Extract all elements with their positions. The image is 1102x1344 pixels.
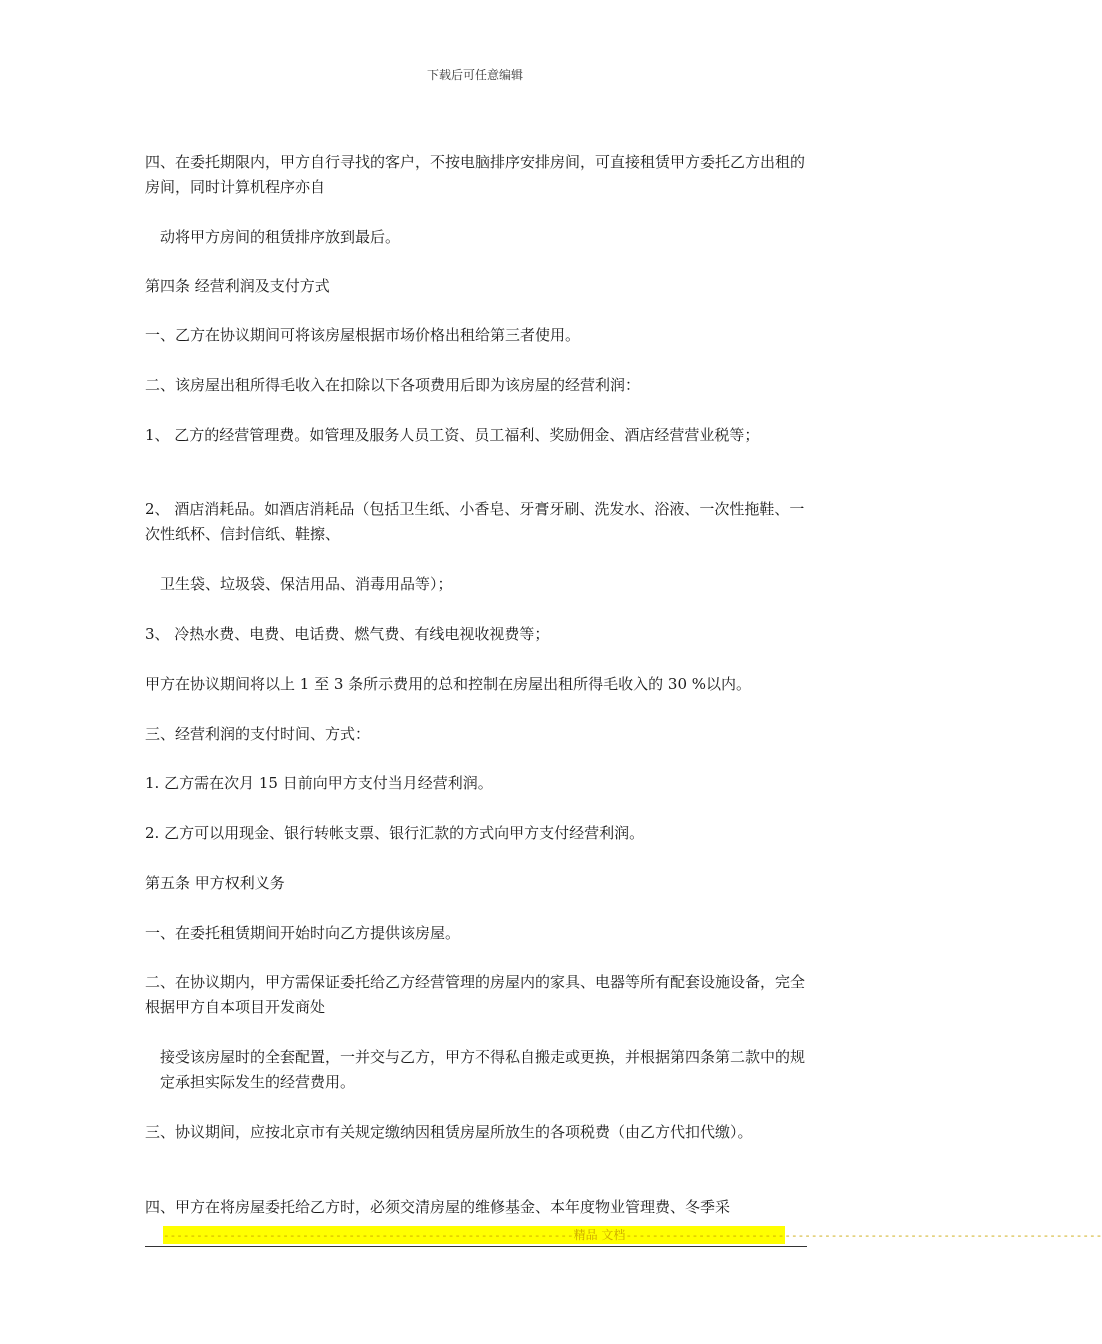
paragraph-duty-2-continuation: 接受该房屋时的全套配置，一并交与乙方，甲方不得私自搬走或更换，并根据第四条第二款中的规定承担实际发生的经营费用。 <box>160 1048 806 1091</box>
section-heading-article-4: 第四条 经营利润及支付方式 <box>145 277 330 295</box>
footer-label: 精品 文档 <box>573 1228 626 1242</box>
footer-dashes-right: ------------------------------------------------------------------------ <box>625 1229 1102 1242</box>
list-item-3: 3、 冷热水费、电费、电话费、燃气费、有线电视收视费等； <box>145 625 550 643</box>
footer-banner <box>163 1226 1102 1244</box>
paragraph-duty-4: 四、甲方在将房屋委托给乙方时，必须交清房屋的维修基金、本年度物业管理费、冬季采 <box>145 1198 731 1216</box>
paragraph-duty-2: 二、在协议期内，甲方需保证委托给乙方经营管理的房屋内的家具、电器等所有配套设施设备，完全根据甲方自本项目开发商处 <box>145 973 806 1016</box>
paragraph-duty-3: 三、协议期间，应按北京市有关规定缴纳因租赁房屋所放生的各项税费（由乙方代扣代缴）。 <box>145 1123 753 1141</box>
footer-divider <box>145 1246 807 1247</box>
paragraph-duty-1: 一、在委托租赁期间开始时向乙方提供该房屋。 <box>145 924 461 942</box>
numbered-item-1: 1. 乙方需在次月 15 日前向甲方支付当月经营利润。 <box>145 774 493 792</box>
page-header: 下载后可任意编辑 <box>426 68 523 82</box>
paragraph-item-1: 一、乙方在协议期间可将该房屋根据市场价格出租给第三者使用。 <box>145 326 581 344</box>
paragraph-item-2: 二、该房屋出租所得毛收入在扣除以下各项费用后即为该房屋的经营利润： <box>145 376 641 394</box>
numbered-item-2: 2. 乙方可以用现金、银行转帐支票、银行汇款的方式向甲方支付经营利润。 <box>145 824 645 842</box>
footer-dashes-left: -------------------------------------------------------------- <box>163 1229 574 1242</box>
paragraph-item-3: 三、经营利润的支付时间、方式： <box>145 725 371 743</box>
list-item-2: 2、 酒店消耗品。如酒店消耗品（包括卫生纸、小香皂、牙膏牙刷、洗发水、浴液、一次性拖鞋、一次性纸杯、信封信纸、鞋擦、 <box>145 500 805 543</box>
section-heading-article-5: 第五条 甲方权利义务 <box>145 874 285 892</box>
paragraph-continuation: 动将甲方房间的租赁排序放到最后。 <box>160 228 401 246</box>
paragraph-clause-4-item-4: 四、在委托期限内，甲方自行寻找的客户，不按电脑排序安排房间，可直接租赁甲方委托乙方出租的房间，同时计算机程序亦自 <box>145 153 806 196</box>
list-item-2-continuation: 卫生袋、垃圾袋、保洁用品、消毒用品等）； <box>160 575 453 593</box>
list-item-1: 1、 乙方的经营管理费。如管理及服务人员工资、员工福利、奖励佣金、酒店经营营业税等； <box>145 426 760 444</box>
paragraph-cost-limit: 甲方在协议期间将以上 1 至 3 条所示费用的总和控制在房屋出租所得毛收入的 30 %以内。 <box>145 675 752 693</box>
